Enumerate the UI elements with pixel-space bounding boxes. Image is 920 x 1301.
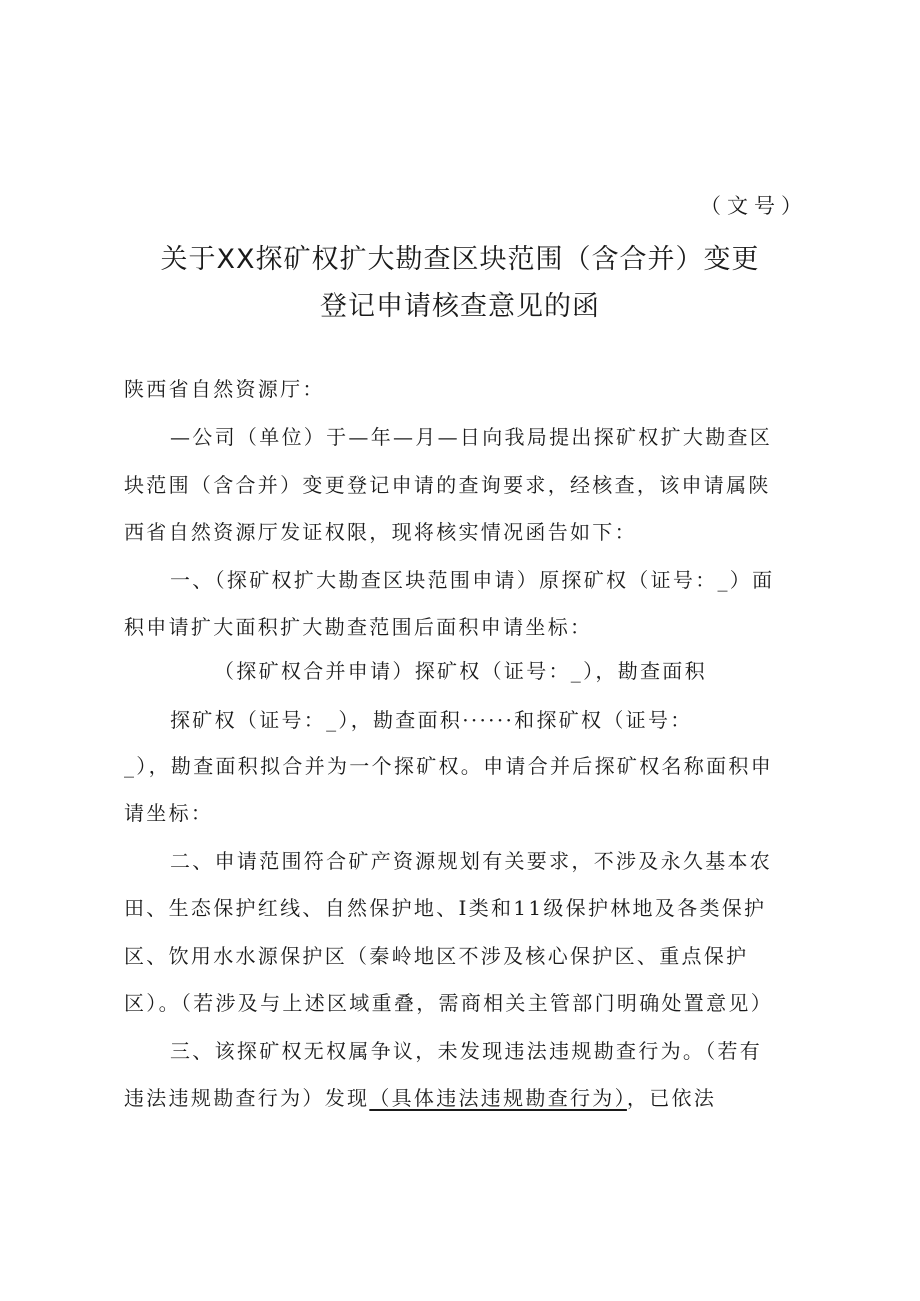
paragraph-2-line-1: 一、（探矿权扩大勘查区块范围申请）原探矿权（证号：_）面: [170, 568, 775, 592]
paragraph-6-line-1: 三、该探矿权无权属争议，未发现违法违规勘查行为。（若有: [170, 1039, 763, 1063]
paragraph-5-line-1: 二、申请范围符合矿产资源规划有关要求，不涉及永久基本农: [170, 849, 773, 873]
paragraph-3-line-1: （探矿权合并申请）探矿权（证号：_），勘查面积: [214, 659, 707, 683]
paragraph-2-line-2: 积申请扩大面积扩大勘查范围后面积申请坐标：: [124, 615, 593, 639]
title-line-2: 登记申请核查意见的函: [320, 291, 600, 322]
title-line-1: 关于XX探矿权扩大勘查区块范围（含合并）变更: [160, 244, 760, 275]
paragraph-5-line-4: 区）。（若涉及与上述区域重叠，需商相关主管部门明确处置意见）: [124, 991, 773, 1015]
document-number: （文号）: [700, 194, 808, 218]
paragraph-6-text-c: ，已依法: [626, 1086, 717, 1110]
paragraph-1-line-3: 西省自然资源厅发证权限，现将核实情况函告如下：: [124, 520, 637, 544]
paragraph-1-line-1: —公司（单位）于—年—月—日向我局提出探矿权扩大勘查区: [170, 425, 773, 449]
underlined-placeholder: （具体违法违规勘查行为）: [369, 1086, 627, 1110]
paragraph-5-line-3: 区、饮用水水源保护区（秦岭地区不涉及核心保护区、重点保护: [124, 944, 749, 968]
paragraph-4-line-3: 请坐标：: [124, 801, 214, 825]
paragraph-6-line-2: [124, 1082, 716, 1111]
paragraph-1-line-2: 块范围（含合并）变更登记申请的查询要求，经核查，该申请属陕: [124, 473, 771, 497]
paragraph-4-line-2: _），勘查面积拟合并为一个探矿权。申请合并后探矿权名称面积申: [124, 754, 773, 778]
paragraph-4-line-1: 探矿权（证号：_），勘查面积······和探矿权（证号：: [170, 708, 693, 732]
paragraph-5-line-2: 田、生态保护红线、自然保护地、I类和11级保护林地及各类保护: [124, 896, 767, 920]
paragraph-6-text-a: 违法违规勘查行为）发现: [124, 1086, 370, 1110]
salutation: 陕西省自然资源厅：: [124, 377, 325, 401]
